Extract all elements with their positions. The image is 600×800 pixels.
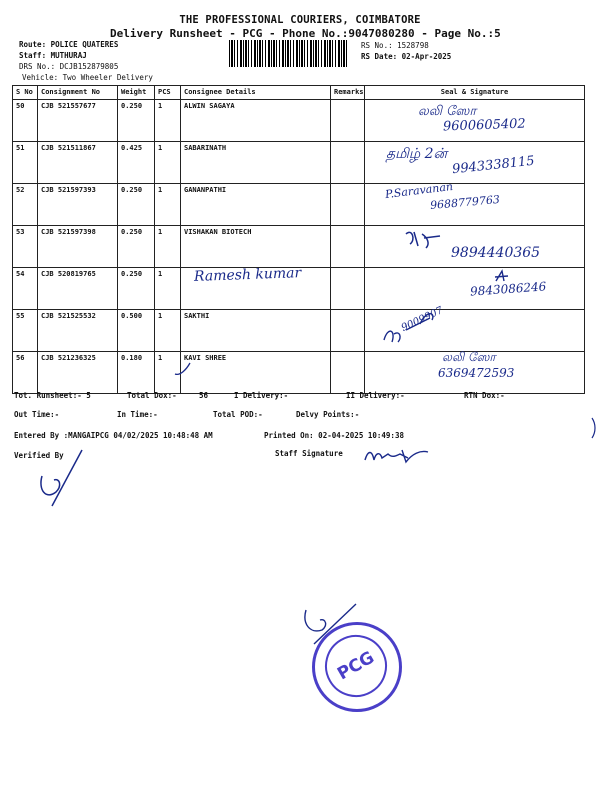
cell-weight: 0.250 <box>118 268 155 310</box>
cell-consignment: CJB 521597393 <box>38 184 118 226</box>
cell-remarks <box>331 352 365 394</box>
vehicle: Vehicle: Two Wheeler Delivery <box>22 73 153 82</box>
cell-weight: 0.250 <box>118 184 155 226</box>
handwritten-signature-scribble <box>400 224 450 250</box>
handwritten-phone: 9009907 <box>399 305 445 334</box>
rs-date: RS Date: 02-Apr-2025 <box>361 52 452 61</box>
cell-weight: 0.500 <box>118 310 155 352</box>
handwritten-phone: 9843086246 <box>469 279 547 299</box>
table-row <box>13 310 585 352</box>
col-header: Consignment No <box>38 86 118 100</box>
cell-pcs: 1 <box>155 142 181 184</box>
cell-consignment: CJB 521511867 <box>38 142 118 184</box>
cell-remarks <box>331 100 365 142</box>
staff-signature-label: Staff Signature <box>275 449 343 458</box>
col-header: S No <box>13 86 38 100</box>
rtn-dox: RTN Dox:- <box>464 391 505 400</box>
total-pod: Total POD:- <box>213 410 263 419</box>
verifier-signature <box>30 446 90 510</box>
document-title: THE PROFESSIONAL COURIERS, COIMBATORE <box>179 14 421 26</box>
handwritten-signature: லலி ஸோ <box>418 104 477 119</box>
staff-signature <box>362 444 432 466</box>
cell-pcs: 1 <box>155 184 181 226</box>
total-dox-value: 56 <box>199 391 209 400</box>
cell-remarks <box>331 268 365 310</box>
total-dox-label: Total Dox:- <box>127 391 177 400</box>
cell-remarks <box>331 226 365 268</box>
cell-consignment: CJB 520819765 <box>38 268 118 310</box>
printed-on: Printed On: 02-04-2025 10:49:38 <box>264 431 404 440</box>
in-time: In Time:- <box>117 410 158 419</box>
cell-pcs: 1 <box>155 100 181 142</box>
col-header: Weight <box>118 86 155 100</box>
cell-sno: 56 <box>13 352 38 394</box>
cell-remarks <box>331 142 365 184</box>
cell-consignee: ALWIN SAGAYA <box>181 100 331 142</box>
drs-no: DRS No.: DCJB152879805 <box>19 62 119 71</box>
i-delivery: I Delivery:- <box>234 391 289 400</box>
cell-weight: 0.180 <box>118 352 155 394</box>
cell-pcs: 1 <box>155 352 181 394</box>
company-stamp <box>312 622 402 712</box>
verified-by: Verified By <box>14 451 64 460</box>
cell-consignment: CJB 521557677 <box>38 100 118 142</box>
margin-mark <box>590 416 600 440</box>
rs-no: RS No.: 1528798 <box>361 41 429 50</box>
cell-weight: 0.250 <box>118 226 155 268</box>
cell-weight: 0.250 <box>118 100 155 142</box>
cell-sno: 52 <box>13 184 38 226</box>
handwritten-phone: 9894440365 <box>451 245 541 261</box>
col-header: PCS <box>155 86 181 100</box>
table-header-row <box>13 86 585 100</box>
cell-consignment: CJB 521597398 <box>38 226 118 268</box>
cell-pcs: 1 <box>155 268 181 310</box>
entered-by: Entered By :MANGAIPCG 04/02/2025 10:48:48 AM <box>14 431 213 440</box>
tot-runsheet: Tot. Runsheet:- 5 <box>14 391 91 400</box>
handwritten-phone: 9600605402 <box>442 116 526 135</box>
handwritten-consignee-name: Ramesh kumar <box>193 265 302 285</box>
staff: Staff: MUTHURAJ <box>19 51 87 60</box>
document-subtitle: Delivery Runsheet - PCG - Phone No.:9047080280 - Page No.:5 <box>110 27 501 40</box>
cell-consignee: KAVI SHREE <box>181 352 331 394</box>
barcode <box>229 40 347 67</box>
col-header: Consignee Details <box>181 86 331 100</box>
cell-consignment: CJB 521236325 <box>38 352 118 394</box>
cell-consignee: VISHAKAN BIOTECH <box>181 226 331 268</box>
cell-remarks <box>331 310 365 352</box>
col-header: Seal & Signature <box>365 86 585 100</box>
cell-sno: 50 <box>13 100 38 142</box>
handwritten-signature: தமிழ் 2ன் <box>386 146 448 162</box>
cell-consignee: GANANPATHI <box>181 184 331 226</box>
tick-mark <box>172 360 194 378</box>
cell-sno: 53 <box>13 226 38 268</box>
col-header: Remarks <box>331 86 365 100</box>
handwritten-phone: 9943338115 <box>451 153 536 178</box>
handwritten-signature: P.Saravanan <box>384 179 454 202</box>
delvy-points: Delvy Points:- <box>296 410 360 419</box>
out-time: Out Time:- <box>14 410 60 419</box>
cell-consignee: SAKTHI <box>181 310 331 352</box>
route: Route: POLICE QUATERES <box>19 40 119 49</box>
cell-consignee: SABARINATH <box>181 142 331 184</box>
cell-pcs: 1 <box>155 310 181 352</box>
cell-sno: 51 <box>13 142 38 184</box>
cell-pcs: 1 <box>155 226 181 268</box>
cell-sno: 54 <box>13 268 38 310</box>
handwritten-phone: 6369472593 <box>438 366 515 380</box>
cell-sno: 55 <box>13 310 38 352</box>
cell-weight: 0.425 <box>118 142 155 184</box>
stamp-text: PCG <box>314 624 399 709</box>
handwritten-signature: லலி ஸோ <box>442 350 496 364</box>
handwritten-phone: 9688779763 <box>429 192 501 213</box>
ii-delivery: II Delivery:- <box>346 391 405 400</box>
cell-consignment: CJB 521525532 <box>38 310 118 352</box>
cell-remarks <box>331 184 365 226</box>
